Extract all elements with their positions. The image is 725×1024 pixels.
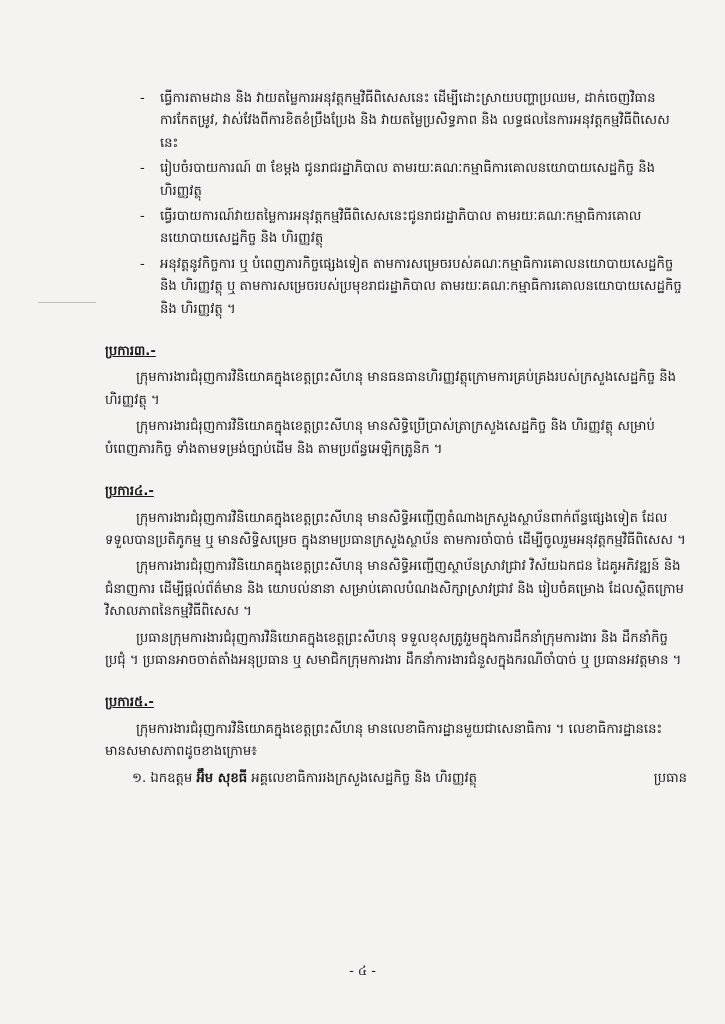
list-item: - អនុវត្តនូវកិច្ចការ ឬ បំពេញភារកិច្ចផ្សេងទៀត តាមការសម្រេចរបស់គណៈកម្មាធិការគោលនយោបាយសេដ្ឋកិច្ច និង ហិរញ្ញវត្ថុ ឬ តាមការសម្រេចរបស់ប្រមុខរាជរដ្ឋាភិបាល តាមរយៈគណៈកម្មាធិការគោលនយោបាយសេដ្ឋកិច្ច និង ហិរញ្ញវត្ថុ ។ (140, 256, 682, 317)
article-4-title: ប្រការ៤.- (105, 484, 154, 500)
article-4-paragraph-1: ក្រុមការងារជំរុញការវិនិយោគក្នុងខេត្តព្រះសីហនុ មានសិទ្ធិអញ្ជើញតំណាងក្រសួងស្ថាប័នពាក់ព័ន្ធផ្សេងទៀត ដែលទទួលបានប្រតិភូកម្ម ឬ មានសិទ្ធិសម្រេច ក្នុងនាមប្រធានក្រសួងស្ថាប័ន តាមការចាំបាច់ ដើម្បីចូលរួមអនុវត្តកម្មវិធីពិសេស ។ (105, 510, 686, 548)
list-item: - រៀបចំរបាយការណ៍ ៣ ខែម្តង ជូនរាជរដ្ឋាភិបាល តាមរយៈគណៈកម្មាធិការគោលនយោបាយសេដ្ឋកិច្ច និង ហិរញ្ញវត្ថុ (140, 161, 655, 199)
duties-list (132, 88, 687, 321)
article-5-title: ប្រការ៥.- (105, 695, 154, 711)
page-number: - ៤ - (349, 964, 376, 979)
document-body (105, 88, 687, 790)
article-4-paragraph-3: ប្រធានក្រុមការងារជំរុញការវិនិយោគក្នុងខេត្តព្រះសីហនុ ទទួលខុសត្រូវរួមក្នុងការដឹកនាំក្រុមការងារ និង ដឹកនាំកិច្ចប្រជុំ ។ ប្រធានអាចចាត់តាំងអនុប្រធាន ឬ សមាជិកក្រុមការងារ ដឹកនាំការងារជំនួសក្នុងករណីចាំបាច់ ឬ ប្រធានអវត្តមាន ។ (105, 630, 682, 668)
list-item: - ធ្វើការតាមដាន និង វាយតម្លៃការអនុវត្តកម្មវិធីពិសេសនេះ ដើម្បីដោះស្រាយបញ្ហាប្រឈម, ដាក់ចេញវិធានការកែតម្រូវ, វាស់វែងពីការខិតខំប្រឹងប្រែង និង វាយតម្លៃប្រសិទ្ធភាព និង លទ្ធផលនៃការអនុវត្តកម្មវិធីពិសេសនេះ (140, 91, 670, 151)
article-4-paragraph-2: ក្រុមការងារជំរុញការវិនិយោគក្នុងខេត្តព្រះសីហនុ មានសិទ្ធិអញ្ជើញស្ថាប័នស្រាវជ្រាវ វិស័យឯកជន ដៃគូអភិវឌ្ឍន៍ និង ជំនាញការ ដើម្បីផ្តល់ព័ត៌មាន និង យោបល់នានា សម្រាប់គោលបំណងសិក្សាស្រាវជ្រាវ និង រៀបចំគម្រោង ដែលស្ថិតក្រោមវិសាលភាពនៃកម្មវិធីពិសេស ។ (105, 559, 684, 620)
member-prefix: ១. ឯកឧត្តម (132, 770, 193, 786)
article-5-paragraph-1: ក្រុមការងារជំរុញការវិនិយោគក្នុងខេត្តព្រះសីហនុ មានលេខាធិការដ្ឋានមួយជាសេនាធិការ ។ លេខាធិការដ្ឋាននេះ មានសមាសភាពដូចខាងក្រោម៖ (105, 721, 663, 760)
article-3-title: ប្រការ៣.- (105, 344, 156, 360)
member-title: អគ្គលេខាធិការរងក្រសួងសេដ្ឋកិច្ច និង ហិរញ្ញវត្ថុ (251, 770, 478, 786)
list-item: - ធ្វើរបាយការណ៍វាយតម្លៃការអនុវត្តកម្មវិធីពិសេសនេះជូនរាជរដ្ឋាភិបាល តាមរយៈគណៈកម្មាធិការគោលនយោបាយសេដ្ឋកិច្ច និង ហិរញ្ញវត្ថុ (140, 209, 642, 247)
secretariat-member-1 (132, 768, 687, 790)
member-name: អ៊ឹម សុខធី (196, 770, 248, 786)
article-3-paragraph-2: ក្រុមការងារជំរុញការវិនិយោគក្នុងខេត្តព្រះសីហនុ មានសិទ្ធិប្រើប្រាស់ត្រាក្រសួងសេដ្ឋកិច្ច និង ហិរញ្ញវត្ថុ សម្រាប់បំពេញភារកិច្ច ទាំងតាមទម្រង់ច្បាប់ដើម និង តាមប្រព័ន្ធអេឡិកត្រូនិក ។ (105, 419, 655, 457)
member-role: ប្រធាន (653, 770, 687, 786)
scan-margin-mark (38, 302, 96, 303)
article-3-paragraph-1: ក្រុមការងារជំរុញការវិនិយោគក្នុងខេត្តព្រះសីហនុ មានធនធានហិរញ្ញវត្ថុក្រោមការគ្រប់គ្រងរបស់ក្រសួងសេដ្ឋកិច្ច និង ហិរញ្ញវត្ថុ ។ (105, 370, 677, 408)
